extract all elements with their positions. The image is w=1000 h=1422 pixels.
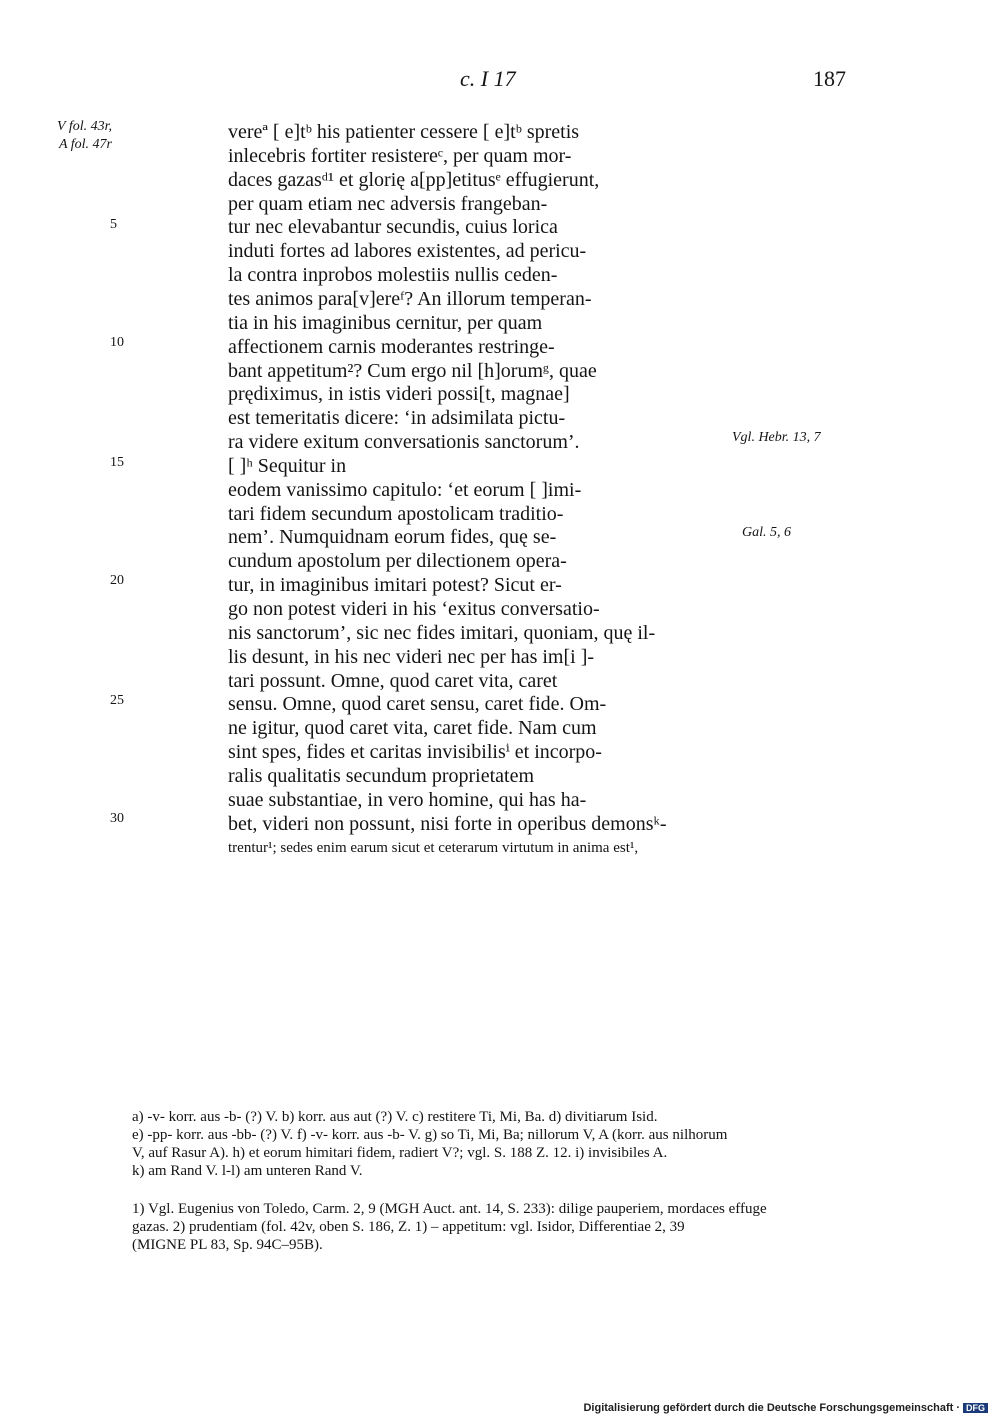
- apparatus-line: a) -v- korr. aus -b- (?) V. b) korr. aus aut (?) V. c) restitere Ti, Mi, Ba. d) divitiarum Isid.: [132, 1109, 658, 1125]
- line-number-10: 10: [110, 335, 124, 350]
- marginal-ref-galatians: Gal. 5, 6: [742, 525, 791, 540]
- text-line: cundum apostolum per dilectionem opera-: [228, 550, 567, 573]
- text-line: ralis qualitatis secundum proprietatem: [228, 764, 535, 787]
- line-number-5: 5: [110, 217, 117, 232]
- line-number-15: 15: [110, 455, 124, 470]
- marginal-ref-hebrews: Vgl. Hebr. 13, 7: [732, 430, 821, 445]
- text-line: inlecebris fortiter resistereᶜ, per quam mor-: [228, 144, 572, 167]
- note-line: 1) Vgl. Eugenius von Toledo, Carm. 2, 9 (MGH Auct. ant. 14, S. 233): dilige pauperiem, mordaces effuge: [132, 1201, 767, 1217]
- text-line: trentur¹; sedes enim earum sicut et ceterarum virtutum in anima est¹,: [228, 839, 639, 856]
- text-line: tur nec elevabantur secundis, cuius lorica: [228, 216, 558, 239]
- text-line: [ ]ʰ Sequitur in: [228, 454, 347, 477]
- running-head: c. I 17: [460, 66, 516, 91]
- text-line: ne igitur, quod caret vita, caret fide. Nam cum: [228, 717, 597, 740]
- text-line: tia in his imaginibus cernitur, per quam: [228, 311, 543, 334]
- text-line: daces gazasᵈ¹ et glorię a[pp]etitusᵉ effugierunt,: [228, 168, 600, 191]
- text-line: affectionem carnis moderantes restringe-: [228, 335, 555, 358]
- line-number-25: 25: [110, 693, 124, 708]
- text-line: tari fidem secundum apostolicam traditio-: [228, 502, 564, 525]
- text-line: prędiximus, in istis videri possi[t, magnae]: [228, 383, 570, 406]
- text-line: nis sanctorum’, sic nec fides imitari, quoniam, quę il-: [228, 621, 656, 644]
- text-line: bet, videri non possunt, nisi forte in operibus demonsᵏ-: [228, 812, 667, 835]
- line-number-20: 20: [110, 573, 124, 588]
- text-line: sint spes, fides et caritas invisibilisⁱ et incorpo-: [228, 741, 602, 764]
- note-line: (MIGNE PL 83, Sp. 94C–95B).: [132, 1237, 323, 1253]
- dfg-credit: [583, 1402, 988, 1414]
- text-line: vereª [ e]tᵇ his patienter cessere [ e]tᵇ spretis: [228, 121, 580, 143]
- text-line: induti fortes ad labores existentes, ad pericu-: [228, 240, 587, 263]
- text-line: bant appetitum²? Cum ergo nil [h]orumᵍ, quae: [228, 359, 597, 382]
- page-number: 187: [813, 66, 846, 91]
- text-line: suae substantiae, in vero homine, qui has ha-: [228, 788, 587, 811]
- dfg-logo: DFG: [963, 1403, 988, 1413]
- text-line: sensu. Omne, quod caret sensu, caret fide. Om-: [228, 693, 607, 716]
- folio-reference-a: A fol. 47r: [58, 137, 112, 152]
- folio-reference-v: V fol. 43r,: [57, 119, 112, 134]
- text-line: tari possunt. Omne, quod caret vita, caret: [228, 669, 558, 692]
- line-number-30: 30: [110, 811, 124, 826]
- apparatus-line: k) am Rand V. l-l) am unteren Rand V.: [132, 1163, 363, 1179]
- text-line: go non potest videri in his ‘exitus conversatio-: [228, 598, 600, 620]
- text-line: eodem vanissimo capitulo: ‘et eorum [ ]imi-: [228, 478, 582, 501]
- text-line: nem’. Numquidnam eorum fides, quę se-: [228, 526, 557, 549]
- text-line: est temeritatis dicere: ‘in adsimilata pictu-: [228, 407, 566, 430]
- text-line: ra videre exitum conversationis sanctorum’.: [228, 431, 580, 454]
- note-line: gazas. 2) prudentiam (fol. 42v, oben S. 186, Z. 1) – appetitum: vgl. Isidor, Differentiae 2, 39: [132, 1219, 685, 1235]
- dfg-credit-text: Digitalisierung gefördert durch die Deutsche Forschungsgemeinschaft ·: [583, 1402, 960, 1414]
- text-line: per quam etiam nec adversis frangeban-: [228, 192, 548, 215]
- text-line: la contra inprobos molestiis nullis ceden-: [228, 264, 558, 287]
- text-line: lis desunt, in his nec videri nec per has im[i ]-: [228, 645, 595, 668]
- text-line: tes animos para[v]ereᶠ? An illorum temperan-: [228, 287, 592, 310]
- apparatus-line: V, auf Rasur A). h) et eorum himitari fidem, radiert V?; vgl. S. 188 Z. 12. i) invisibiles A.: [132, 1145, 668, 1161]
- apparatus-line: e) -pp- korr. aus -bb- (?) V. f) -v- korr. aus -b- V. g) so Ti, Mi, Ba; nillorum V, A (korr. aus nilhorum: [132, 1127, 728, 1143]
- text-line: tur, in imaginibus imitari potest? Sicut er-: [228, 574, 562, 597]
